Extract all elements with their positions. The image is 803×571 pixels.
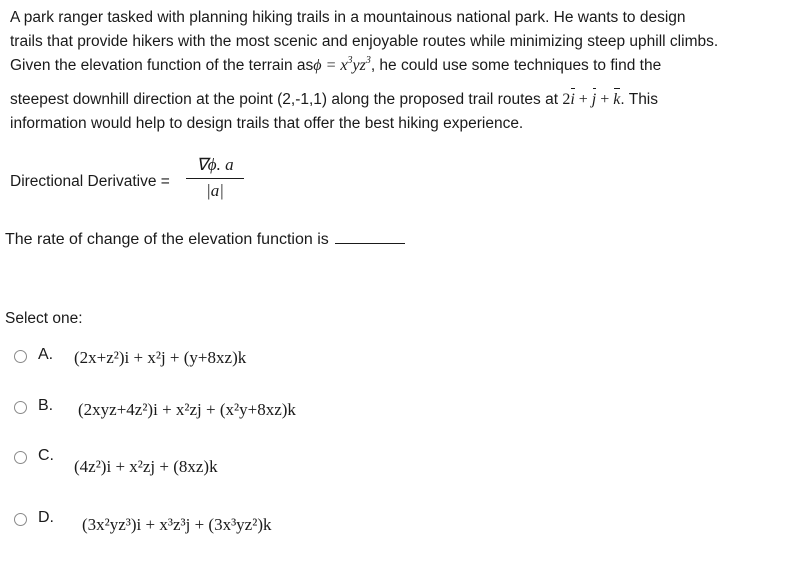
paragraph-line-3 — [10, 54, 762, 78]
question-prompt — [5, 231, 405, 249]
line3-end: , he could use some techniques to find the — [370, 57, 662, 74]
option-a-letter: A. — [38, 346, 54, 363]
paragraph-line-2: trails that provide hikers with the most scenic and enjoyable routes while minimizing steep uphill climbs. — [10, 33, 719, 50]
formula-fraction — [186, 155, 244, 201]
directional-derivative-label: Directional Derivative = — [10, 173, 170, 190]
option-a-expression[interactable]: (2x+z²)i + x²j + (y+8xz)k — [74, 348, 247, 367]
option-b-expression[interactable]: (2xyz+4z²)i + x²zj + (x²y+8xz)k — [78, 400, 296, 419]
radio-b[interactable] — [14, 401, 27, 414]
question-paragraph — [10, 6, 762, 136]
select-one-label: Select one: — [5, 310, 83, 327]
paragraph-line-5: information would help to design trails that offer the best hiking experience. — [10, 115, 524, 132]
radio-d[interactable] — [14, 513, 27, 526]
line3-start: Given the elevation function of the terrain as — [10, 57, 314, 74]
option-d-expression[interactable]: (3x²yz³)i + x³z³j + (3x³yz²)k — [82, 515, 272, 534]
formula-denominator: |a| — [206, 181, 224, 200]
paragraph-line-4 — [10, 88, 762, 112]
question-text: The rate of change of the elevation function is — [5, 231, 329, 248]
fraction-bar — [186, 178, 244, 179]
answer-blank — [335, 231, 405, 244]
direction-vector: 2i + j + k — [562, 91, 620, 108]
radio-a[interactable] — [14, 350, 27, 363]
formula-numerator: ∇ϕ. a — [196, 155, 234, 174]
paragraph-line-1: A park ranger tasked with planning hiking trails in a mountainous national park. He wants to design — [10, 9, 686, 26]
option-c-letter: C. — [38, 447, 54, 464]
option-d-letter: D. — [38, 509, 54, 526]
elevation-function: $\phi = x^3yz^3$ — [313, 55, 371, 74]
option-c-expression[interactable]: (4z²)i + x²zj + (8xz)k — [74, 457, 218, 476]
option-b-letter: B. — [38, 397, 54, 414]
radio-c[interactable] — [14, 451, 27, 464]
line4-end: . This — [620, 91, 659, 108]
line4-start: steepest downhill direction at the point (2,-1,1) along the proposed trail routes at — [10, 91, 558, 108]
